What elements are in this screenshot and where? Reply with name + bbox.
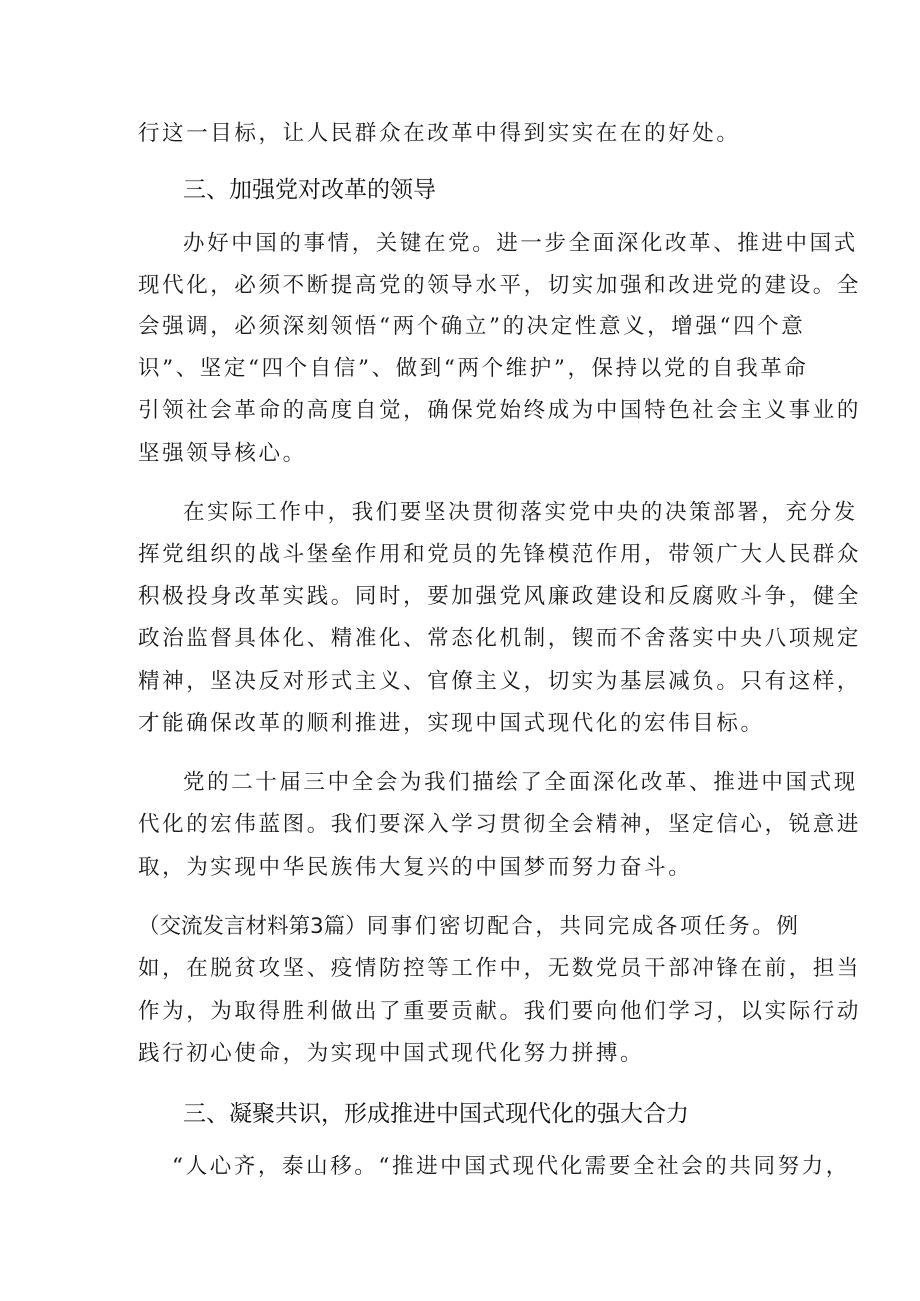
paragraph-line: 在实际工作中，我们要坚决贯彻落实党中央的决策部署，充分发 xyxy=(183,500,858,525)
section-tag: （交流发言材料第3篇） xyxy=(138,914,367,939)
paragraph-line: 行这一目标，让人民群众在改革中得到实实在在的好处。 xyxy=(138,121,741,146)
paragraph-line: 才能确保改革的顺利推进，实现中国式现代化的宏伟目标。 xyxy=(138,711,765,736)
paragraph-line: 识”、坚定“四个自信”、做到“两个维护”，保持以党的自我革命 xyxy=(138,356,809,381)
paragraph-text: 同事们密切配合，共同完成各项任务。例 xyxy=(366,914,801,939)
paragraph-line: 党的二十届三中全会为我们描绘了全面深化改革、推进中国式现 xyxy=(183,770,858,795)
section-heading: 三、加强党对改革的领导 xyxy=(183,177,436,203)
paragraph-line: “人心齐，泰山移。“推进中国式现代化需要全社会的共同努力， xyxy=(172,1154,850,1179)
paragraph-line: 积极投身改革实践。同时，要加强党风廉政建设和反腐败斗争，健全 xyxy=(138,584,862,609)
paragraph-line: 现代化，必须不断提高党的领导水平，切实加强和改进党的建设。全 xyxy=(138,273,862,298)
paragraph-line: 如，在脱贫攻坚、疫情防控等工作中，无数党员干部冲锋在前，担当 xyxy=(138,956,862,981)
paragraph-line: 取，为实现中华民族伟大复兴的中国梦而努力奋斗。 xyxy=(138,855,693,880)
paragraph-line: 代化的宏伟蓝图。我们要深入学习贯彻全会精神，坚定信心，锐意进 xyxy=(138,812,862,837)
paragraph-line: 坚强领导核心。 xyxy=(138,441,307,466)
paragraph-line: 践行初心使命，为实现中国式现代化努力拼搏。 xyxy=(138,1041,645,1066)
paragraph-line: 会强调，必须深刻领悟“两个确立”的决定性意义，增强“四个意 xyxy=(138,314,806,339)
paragraph-line: 挥党组织的战斗堡垒作用和党员的先锋模范作用，带领广大人民群众 xyxy=(138,542,862,567)
paragraph-line: 作为，为取得胜利做出了重要贡献。我们要向他们学习，以实际行动 xyxy=(138,999,862,1024)
paragraph-line: 办好中国的事情，关键在党。进一步全面深化改革、推进中国式 xyxy=(183,231,858,256)
paragraph-line: 引领社会革命的高度自觉，确保党始终成为中国特色社会主义事业的 xyxy=(138,398,862,423)
paragraph-line: 政治监督具体化、精准化、常态化机制，锲而不舍落实中央八项规定 xyxy=(138,626,862,651)
paragraph-line: 精神，坚决反对形式主义、官僚主义，切实为基层减负。只有这样， xyxy=(138,669,862,694)
section-heading: 三、凝聚共识，形成推进中国式现代化的强大合力 xyxy=(183,1101,689,1127)
paragraph-line xyxy=(138,912,801,942)
